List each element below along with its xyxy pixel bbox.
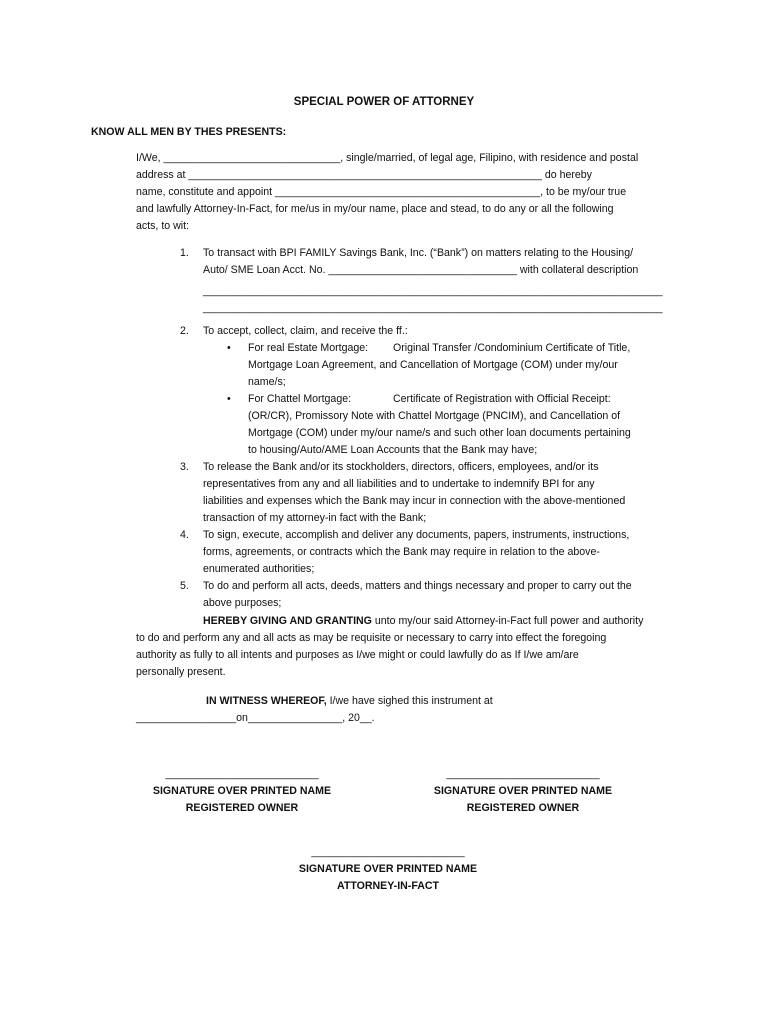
bullet-icon: •	[227, 393, 231, 405]
signature-line: __________________________	[311, 846, 465, 858]
item-line: transaction of my attorney-in fact with the Bank;	[203, 512, 427, 524]
list-item	[136, 323, 676, 459]
intro-line: name, constitute and appoint _____________________________________________, to be my/our true	[136, 186, 627, 198]
document-title: SPECIAL POWER OF ATTORNEY	[293, 96, 475, 108]
intro-line: and lawfully Attorney-In-Fact, for me/us in my/our name, place and stead, to do any or all the following	[136, 203, 614, 215]
signature-block-owner-2	[413, 766, 633, 817]
item-line: ______________________________________________________________________________	[203, 302, 663, 314]
item-number: 3.	[180, 461, 189, 473]
item-line: ______________________________________________________________________________	[203, 285, 663, 297]
signature-line: __________________________	[165, 768, 319, 780]
item-line: forms, agreements, or contracts which the Bank may require in relation to the above-	[203, 546, 600, 558]
signature-caption: SIGNATURE OVER PRINTED NAME	[433, 785, 613, 797]
powers-list	[136, 245, 676, 612]
bullet-line: Mortgage Loan Agreement, and Cancellation of Mortgage (COM) under my/our	[248, 359, 618, 371]
bullet-line: (OR/CR), Promissory Note with Chattel Mortgage (PNCIM), and Cancellation of	[248, 410, 621, 422]
signature-caption: SIGNATURE OVER PRINTED NAME	[152, 785, 332, 797]
item-number: 1.	[180, 247, 189, 259]
bullet-text: Certificate of Registration with Official Receipt:	[393, 393, 611, 405]
item-line: representatives from any and all liabilities and to undertake to indemnify BPI for any	[203, 478, 595, 490]
item-line: To transact with BPI FAMILY Savings Bank, Inc. (“Bank”) on matters relating to the Housing/	[203, 247, 634, 259]
intro-paragraph	[136, 150, 676, 235]
bullet-line: to housing/Auto/AME Loan Accounts that the Bank may have;	[248, 444, 538, 456]
granting-heading: HEREBY GIVING AND GRANTING	[203, 615, 372, 627]
item-number: 2.	[180, 325, 189, 337]
bullet-line: Mortgage (COM) under my/our name/s and such other loan documents pertaining	[248, 427, 631, 439]
list-item	[136, 245, 676, 317]
signature-block-owner-1	[132, 766, 352, 817]
granting-paragraph	[136, 613, 676, 681]
bullet-text: Original Transfer /Condominium Certificate of Title,	[393, 342, 631, 354]
item-number: 5.	[180, 580, 189, 592]
granting-line: personally present.	[136, 666, 226, 678]
item-line: liabilities and expenses which the Bank may incur in connection with the above-mentioned	[203, 495, 626, 507]
bullet-label: For Chattel Mortgage:	[248, 393, 352, 405]
signature-role: ATTORNEY-IN-FACT	[336, 880, 439, 892]
item-line: above purposes;	[203, 597, 282, 609]
signature-caption: SIGNATURE OVER PRINTED NAME	[298, 863, 478, 875]
item-line: enumerated authorities;	[203, 563, 315, 575]
bullet-label: For real Estate Mortgage:	[248, 342, 369, 354]
witness-paragraph	[136, 693, 676, 727]
list-item	[136, 578, 676, 612]
collateral-bullets	[203, 340, 676, 459]
witness-date-line: _________________on________________, 20__.	[136, 712, 375, 724]
bullet-line: name/s;	[248, 376, 286, 388]
signature-role: REGISTERED OWNER	[185, 802, 299, 814]
item-line: To do and perform all acts, deeds, matters and things necessary and proper to carry out the	[203, 580, 632, 592]
item-number: 4.	[180, 529, 189, 541]
list-item	[136, 459, 676, 527]
witness-heading: IN WITNESS WHEREOF,	[206, 695, 327, 707]
witness-first-line	[136, 693, 676, 710]
intro-line: address at ____________________________________________________________ do hereby	[136, 169, 592, 181]
witness-text: I/we have sighed this instrument at	[326, 695, 493, 707]
granting-line: to do and perform any and all acts as may be requisite or necessary to carry into effect the foregoing	[136, 632, 607, 644]
granting-line: authority as fully to all intents and purposes as I/we might or could lawfully do as If I/we am/are	[136, 649, 579, 661]
item-line: To accept, collect, claim, and receive the ff.:	[203, 325, 408, 337]
intro-line: acts, to wit:	[136, 220, 189, 232]
signature-role: REGISTERED OWNER	[466, 802, 580, 814]
bullet-icon: •	[227, 342, 231, 354]
granting-text: unto my/our said Attorney-in-Fact full power and authority	[371, 615, 644, 627]
item-line: Auto/ SME Loan Acct. No. ________________________________ with collateral description	[203, 264, 639, 276]
bullet-item	[136, 340, 676, 391]
list-item	[136, 527, 676, 578]
item-line: To release the Bank and/or its stockholders, directors, officers, employees, and/or its	[203, 461, 599, 473]
intro-line: I/We, ______________________________, single/married, of legal age, Filipino, with residence and postal	[136, 152, 639, 164]
item-line: To sign, execute, accomplish and deliver any documents, papers, instruments, instructions,	[203, 529, 630, 541]
granting-first-line	[136, 613, 676, 630]
signature-block-attorney	[278, 844, 498, 895]
bullet-first-line	[248, 391, 676, 408]
signature-line: __________________________	[446, 768, 600, 780]
bullet-first-line	[248, 340, 676, 357]
bullet-item	[136, 391, 676, 459]
know-all-heading: KNOW ALL MEN BY THES PRESENTS:	[91, 126, 287, 138]
